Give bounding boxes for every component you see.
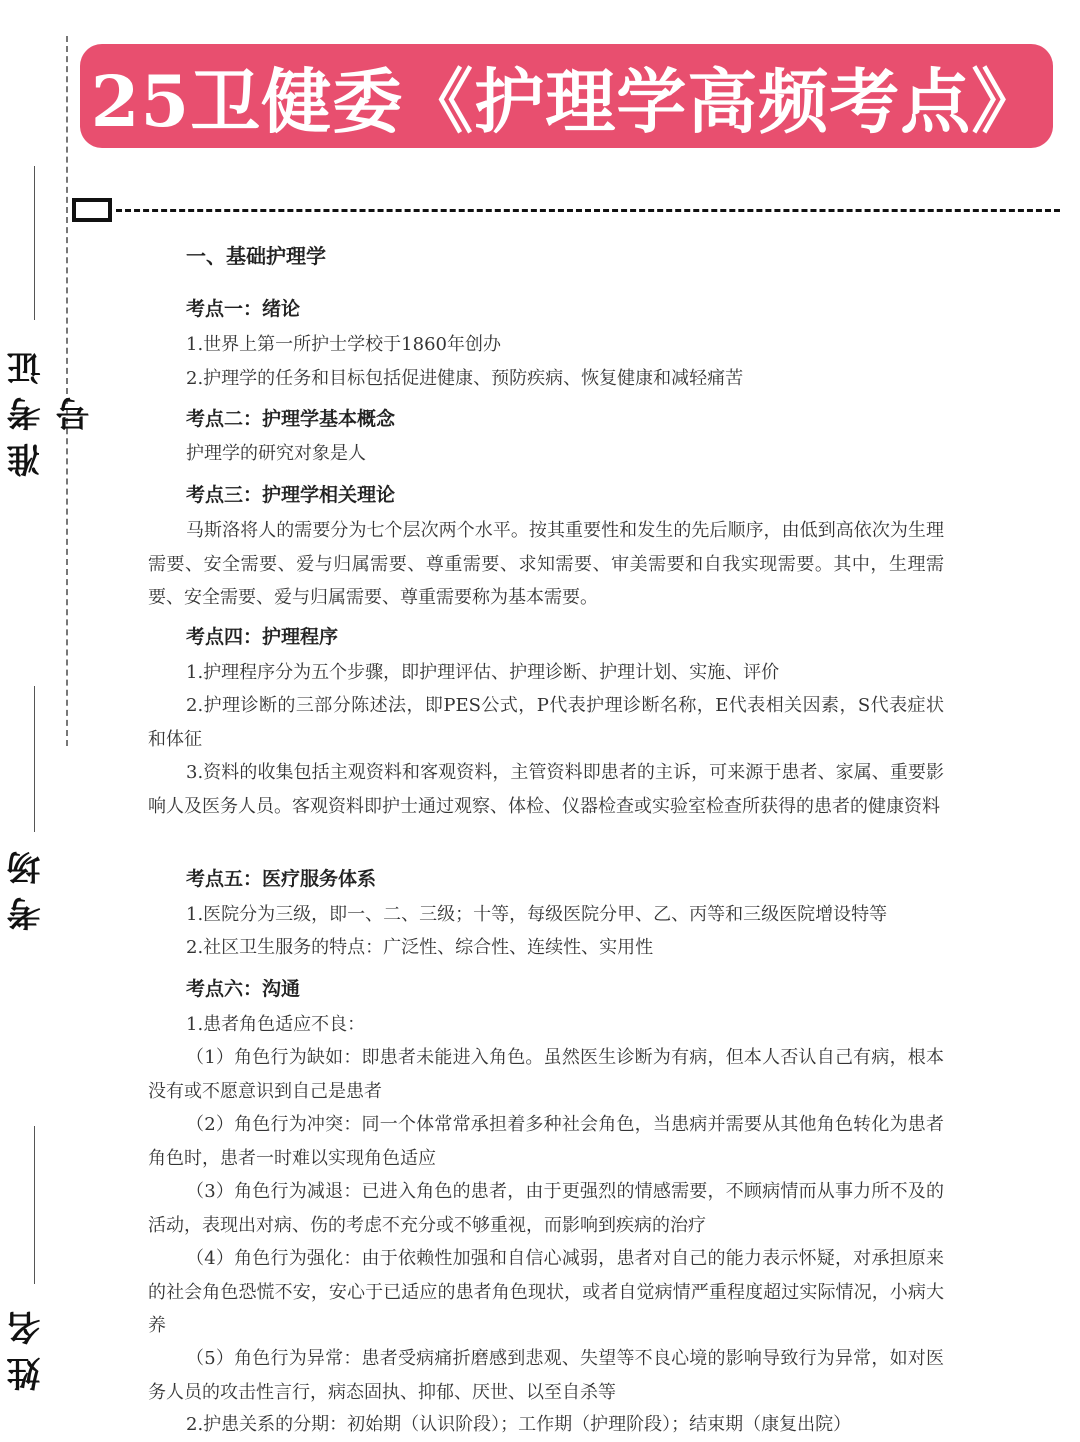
title-banner [80,44,1053,148]
point-heading: 考点二：护理学基本概念 [186,408,396,430]
name-rule [34,1126,35,1284]
exam-number-label: 准考证号 [7,339,96,477]
point-line: 2.护理学的任务和目标包括促进健康、预防疾病、恢复健康和减轻痛苦 [186,368,744,389]
binding-marker-box [72,198,112,222]
point-paragraph: 3.资料的收集包括主观资料和客观资料，主管资料即患者的主诉，可来源于患者、家属、重要影响人及医务人员。客观资料即护士通过观察、体检、仪器检查或实验室检查所获得的患者的健康资料 [148,762,944,817]
point-line: 护理学的研究对象是人 [186,443,366,464]
section-title: 一、基础护理学 [186,244,326,268]
point-heading: 考点三：护理学相关理论 [186,484,396,506]
exam-room-rule [34,686,35,832]
point-line: 1.世界上第一所护士学校于1860年创办 [186,334,501,355]
point-paragraph: （5）角色行为异常：患者受病痛折磨感到悲观、失望等不良心境的影响导致行为异常，如对医务人员的攻击性言行，病态固执、抑郁、厌世、以至自杀等 [148,1348,944,1403]
point-line: 1.医院分为三级，即一、二、三级；十等，每级医院分甲、乙、丙等和三级医院增设特等 [186,904,888,925]
point-line: 2.社区卫生服务的特点：广泛性、综合性、连续性、实用性 [186,937,654,958]
point-heading: 考点一：绪论 [186,298,301,320]
point-line: 2.护患关系的分期：初始期（认识阶段）；工作期（护理阶段）；结束期（康复出院） [186,1414,852,1435]
point-line: 1.患者角色适应不良： [186,1014,366,1035]
point-heading: 考点五：医疗服务体系 [186,868,377,890]
point-paragraph: 马斯洛将人的需要分为七个层次两个水平。按其重要性和发生的先后顺序，由低到高依次为生理需要、安全需要、爱与归属需要、尊重需要、求知需要、审美需要和自我实现需要。其中，生理需要、安全需要、爱与归属需要、尊重需要称为基本需要。 [148,520,944,608]
point-paragraph: （2）角色行为冲突：同一个体常常承担着多种社会角色，当患病并需要从其他角色转化为患者角色时，患者一时难以实现角色适应 [148,1114,944,1169]
exam-number-field [2,318,96,498]
cut-dashed-line [116,209,1060,212]
exam-number-rule [34,166,35,320]
exam-room-label: 考场 [7,839,47,931]
point-line: 1.护理程序分为五个步骤，即护理评估、护理诊断、护理计划、实施、评价 [186,662,780,683]
point-paragraph: 2.护理诊断的三部分陈述法，即PES公式，P代表护理诊断名称，E代表相关因素，S代表症状和体征 [148,695,944,750]
point-paragraph: （4）角色行为强化：由于依赖性加强和自信心减弱，患者对自己的能力表示怀疑，对承担原来的社会角色恐慌不安，安心于已适应的患者角色现状，或者自觉病情严重程度超过实际情况，小病大养 [148,1248,944,1336]
name-label: 姓名 [7,1299,47,1391]
exam-room-field [2,830,50,940]
point-heading: 考点四：护理程序 [186,626,339,648]
page-title: 25卫健委《护理学高频考点》 [90,59,1043,143]
point-heading: 考点六：沟通 [186,978,301,1000]
point-paragraph: （1）角色行为缺如：即患者未能进入角色。虽然医生诊断为有病，但本人否认自己有病，根本没有或不愿意识到自己是患者 [148,1047,944,1102]
point-paragraph: （3）角色行为减退：已进入角色的患者，由于更强烈的情感需要，不顾病情而从事力所不及的活动，表现出对病、伤的考虑不充分或不够重视，而影响到疾病的治疗 [148,1181,944,1236]
name-field [2,1290,50,1400]
